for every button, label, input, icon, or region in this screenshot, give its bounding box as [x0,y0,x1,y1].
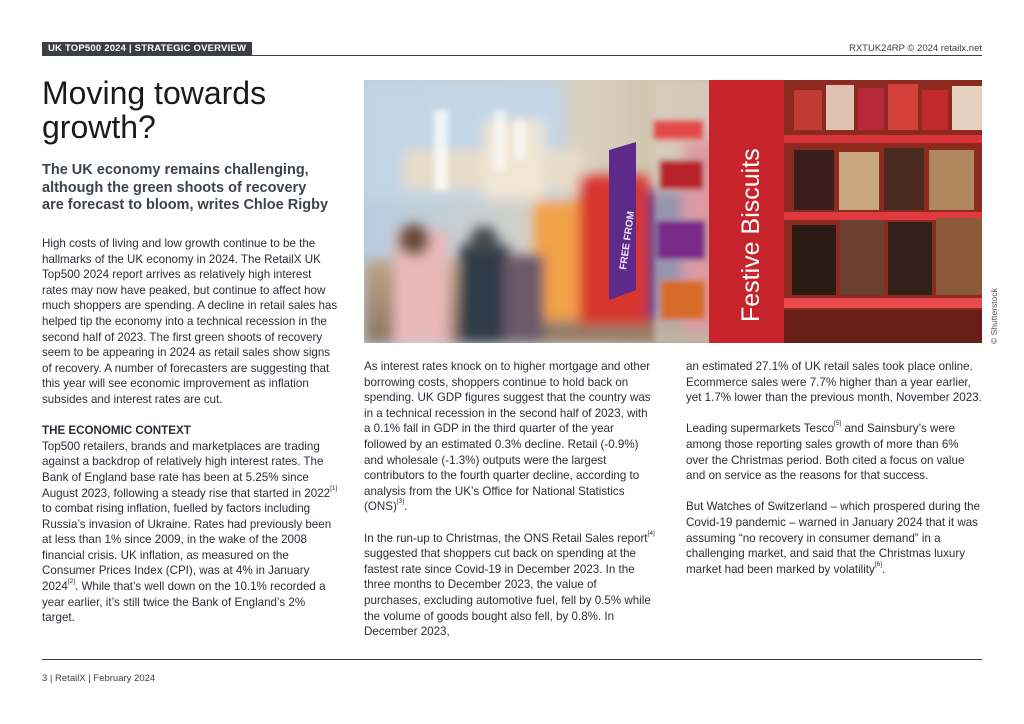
paragraph-3 [364,531,656,640]
header-divider [42,55,982,56]
footer-divider [42,659,982,660]
ref-2[interactable]: [2] [67,578,76,586]
paragraph-2 [364,359,656,515]
standfirst [42,162,357,215]
header-copyright: RXTUK24RP © 2024 retailx.net [848,43,982,54]
standfirst-line-3: are forecast to bloom, writes Chloe Rigby [42,197,329,213]
paragraph-5-part-b: and Sainsbury’s were among those reporting sales growth of more than 6% over the Christmas period. Both cited a focus on value and on service as the reasons for that success. [686,422,965,483]
ref-4[interactable]: [4] [647,529,655,537]
paragraph-6 [686,499,982,577]
paragraph-6-part-b: . [882,562,886,576]
paragraph-1-part-c: . While that’s well down on the 10.1% recorded a year earlier, it’s still twice the Bank of England’s 2% target. [42,580,326,625]
paragraph-4: an estimated 27.1% of UK retail sales took place online. Ecommerce sales were 7.7% higher than a year earlier, yet 1.7% lower than the previous month, November 2023. [686,360,982,405]
title-line-1: Moving towards [42,75,267,111]
paragraph-3-part-a: In the run-up to Christmas, the ONS Retail Sales report [364,531,648,545]
image-credit-text: © Shutterstock [989,288,999,344]
paragraph-2-part-a: As interest rates knock on to higher mortgage and other borrowing costs, shoppers continue to hold back on spending. UK GDP figures suggest that the country was in a technical recession in the second half of 2023, with a 0.1% fall in GDP in the third quarter of the year followed by an estimated 0.3% decline. Retail (-0.9%) and wholesale (-1.3%) outputs were the largest contributors to the fourth quarter decline, according to analysis from the UK’s Office for National Statistics (ONS) [364,360,651,514]
standfirst-line-2: although the green shoots of recovery [42,179,307,196]
subheading: THE ECONOMIC CONTEXT [42,424,191,438]
paragraph-5 [686,421,982,483]
article-title [42,76,342,144]
banner-text: Festive Biscuits [737,148,765,322]
hero-image [364,80,982,343]
column-3 [686,359,982,593]
page-footer: 3 | RetailX | February 2024 [42,673,156,684]
column-2 [364,359,656,655]
image-credit [984,236,1004,346]
paragraph-1 [42,439,340,626]
intro-paragraph: High costs of living and low growth continue to be the hallmarks of the UK economy in 2024. The RetailX UK Top500 2024 report arrives as relatively high interest rates may now have peaked, but continue to affect how much shoppers are spending. A decline in retail sales has helped tip the economy into a technical recession in the second half of 2023. The first green shoots of recovery seem to be appearing in 2024 as retail sales show signs of recovery. A number of forecasters are suggesting that this year will see economic improvement as inflation subsides and interest rates are cut. [42,237,338,406]
ref-3[interactable]: [3] [396,498,405,506]
box-label: FREE FROM [618,210,638,271]
title-line-2: growth? [42,109,156,145]
paragraph-2-part-b: . [404,500,408,514]
ref-1[interactable]: [1] [330,484,338,492]
ref-6[interactable]: [6] [874,560,883,568]
paragraph-5-part-a: Leading supermarkets Tesco [686,422,835,436]
paragraph-1-part-b: to combat rising inflation, fuelled by factors including Russia’s invasion of Ukraine. Rates had previously been at less than 1% since 2009, in the wake of the 2008 financial crisis. UK inflation, as measured on the Consumer Prices Index (CPI), was at 4% in January 2024 [42,502,332,594]
standfirst-line-1: The UK economy remains challenging, [42,162,309,178]
column-1 [42,236,340,641]
ref-5[interactable]: [5] [834,420,842,428]
paragraph-6-part-a: But Watches of Switzerland – which prospered during the Covid-19 pandemic – warned in January 2024 that it was assuming “no recovery in consumer demand” in a challenging market, and said that the Christmas luxury market had been marked by volatility [686,500,981,576]
section-tag: UK TOP500 2024 | STRATEGIC OVERVIEW [42,42,252,55]
paragraph-1-part-a: Top500 retailers, brands and marketplaces are trading against a backdrop of relatively high interest rates. The Bank of England base rate has been at 5.25% since August 2023, following a steady rise that started in 2022 [42,439,331,500]
paragraph-3-part-b: suggested that shoppers cut back on spending at the fastest rate since Covid-19 in December 2023. In the three months to December 2023, the value of purchases, excluding automotive fuel, fell by 0.5% while the volume of goods bought also fell, by 0.8%. In December 2023, [364,547,651,639]
